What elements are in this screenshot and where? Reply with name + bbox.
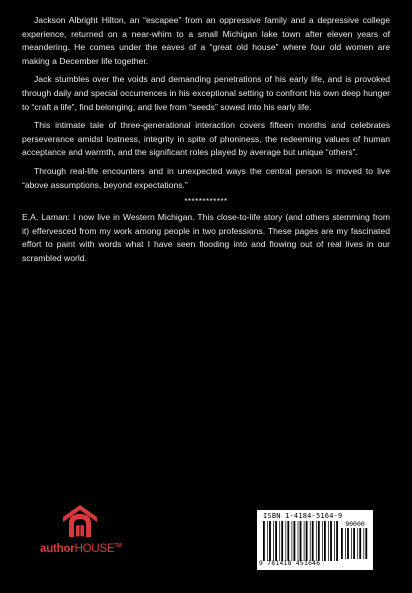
publisher-logo <box>40 503 120 555</box>
description-paragraph-1: Jackson Albright Hilton, an “escapee” from an oppressive family and a depressive college experience, returned on a near-whim to a small Michigan lake town after eleven years of meandering. He comes under the eaves of a “great old house” where four old women are making a December life together. <box>22 15 390 66</box>
addon-barcode-bars <box>341 528 369 559</box>
publisher-name-light: HOUSE <box>74 543 115 555</box>
price-addon-digits: 90000 <box>345 520 365 528</box>
publisher-name <box>40 543 120 555</box>
ean-digits: 9 781418 451646 <box>259 560 321 567</box>
isbn-number: ISBN 1-4184-5164-9 <box>263 512 343 520</box>
author-bio: E.A. Laman: I now live in Western Michigan. This close-to-life story (and others stemming from it) effervesced from my work among people in two professions. These pages are my fascinated effort to paint with words what I have seen flooding into and flowing out of real lives in our scrambled world. <box>22 212 390 263</box>
back-cover-blurb <box>22 14 390 266</box>
description-paragraph-2: Jack stumbles over the voids and demanding penetrations of his early life, and is provoked through daily and special occurrences in his exceptional setting to confront his own deep hunger to “craft a life”, find belonging, and live from “seeds” sowed into his early life. <box>22 74 390 112</box>
publisher-name-bold: author <box>40 543 75 555</box>
authorhouse-logo-icon <box>61 503 99 539</box>
trademark-mark: TM <box>114 543 122 549</box>
description-paragraph-4: Through real-life encounters and in unexpected ways the central person is moved to live “above assumptions, beyond expectations.” <box>22 165 390 190</box>
section-divider: ************ <box>184 197 228 207</box>
isbn-barcode <box>257 510 373 570</box>
description-paragraph-3: This intimate tale of three-generational interaction covers fifteen months and celebrates perseverance amidst lostness, integrity in spite of phoniness, the redeeming values of human acceptance and warmth, and the significant roles played by average but unique “others”. <box>22 120 390 158</box>
ean-barcode-bars <box>263 521 339 561</box>
